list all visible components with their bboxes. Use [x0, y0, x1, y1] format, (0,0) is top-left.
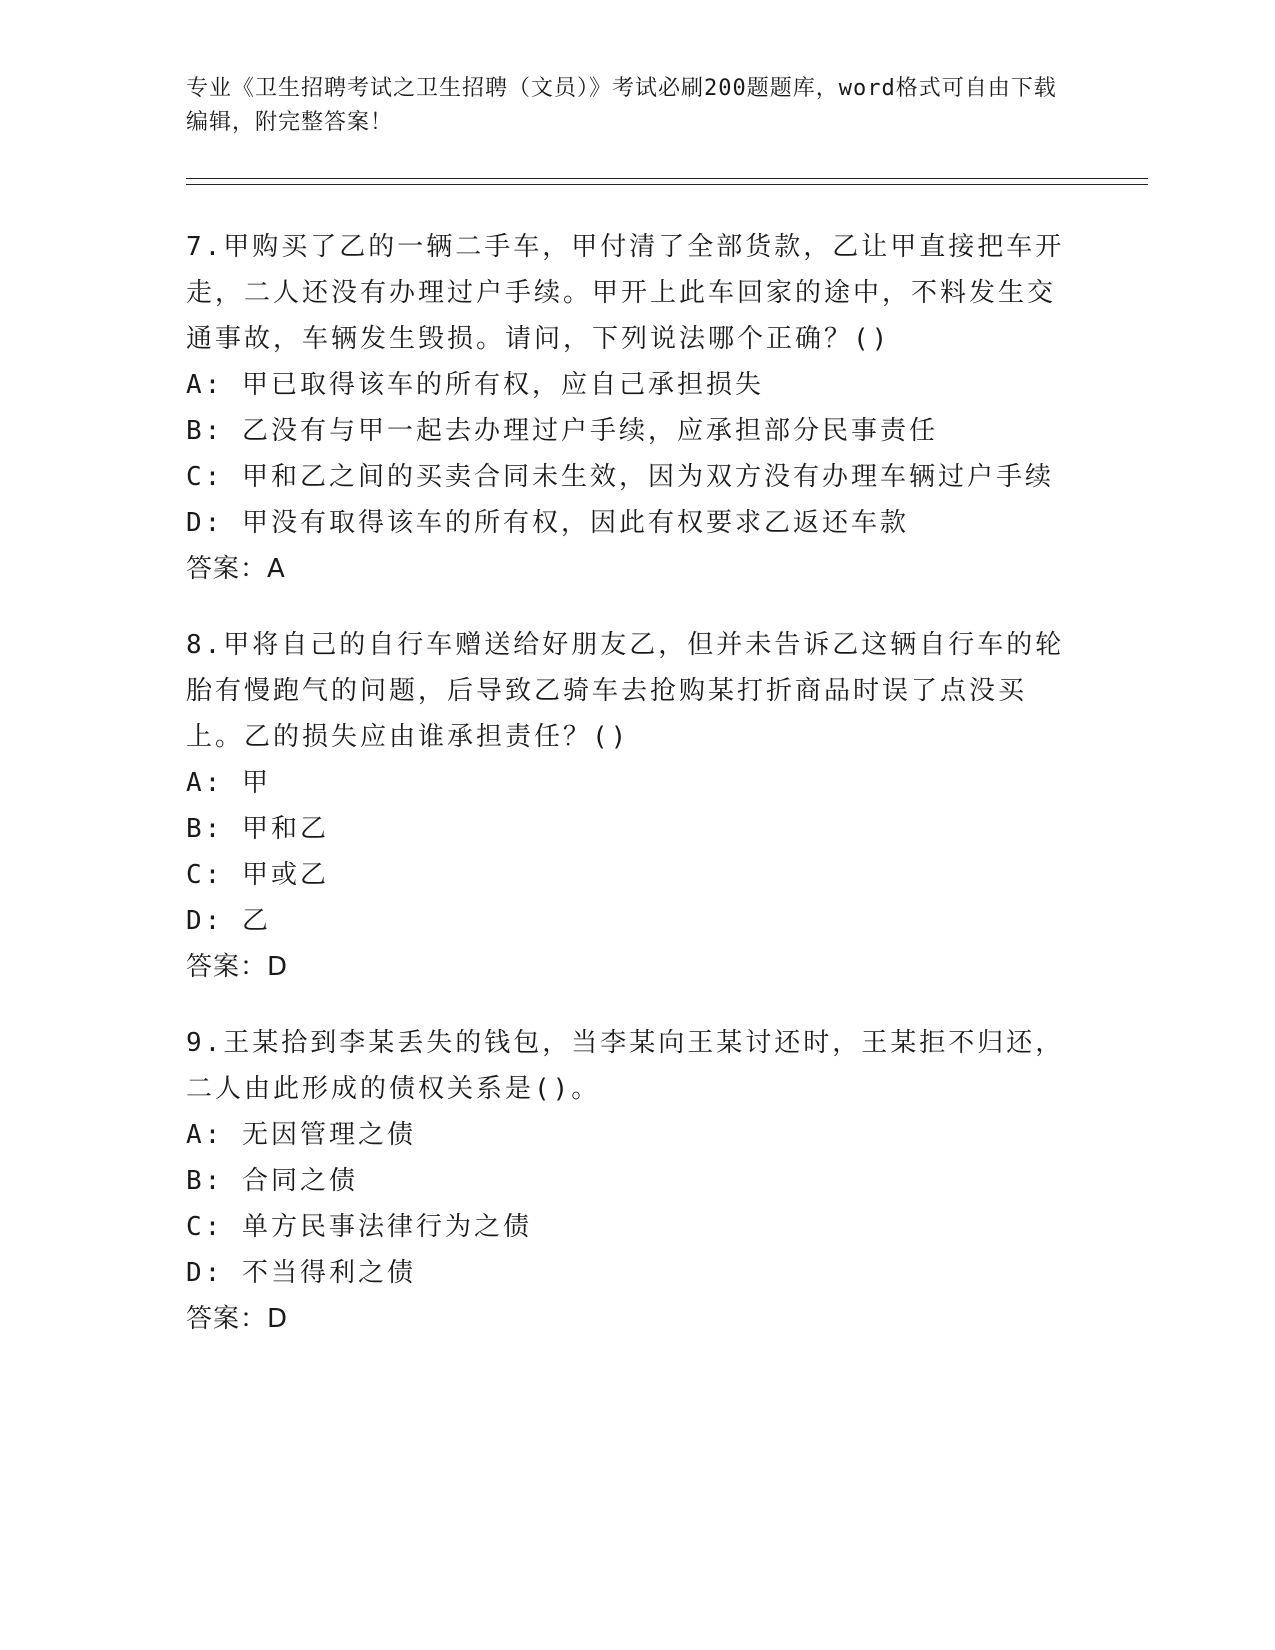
header-divider [186, 178, 1148, 185]
option-d: D: 乙 [186, 906, 271, 936]
answer-label: 答案：A [186, 554, 286, 584]
option-a: A: 无因管理之债 [186, 1120, 416, 1150]
answer-label: 答案：D [186, 1304, 289, 1334]
option-b: B: 乙没有与甲一起去办理过户手续，应承担部分民事责任 [186, 416, 938, 446]
question-7 [186, 224, 1066, 592]
option-c: C: 甲或乙 [186, 860, 329, 890]
question-stem: 8.甲将自己的自行车赠送给好朋友乙，但并未告诉乙这辆自行车的轮胎有慢跑气的问题，后导致乙骑车去抢购某打折商品时误了点没买上。乙的损失应由谁承担责任？() [186, 630, 1065, 752]
question-stem: 7.甲购买了乙的一辆二手车，甲付清了全部货款，乙让甲直接把车开走，二人还没有办理过户手续。甲开上此车回家的途中，不料发生交通事故，车辆发生毁损。请问，下列说法哪个正确？() [186, 232, 1065, 354]
option-b: B: 甲和乙 [186, 814, 329, 844]
option-c: C: 甲和乙之间的买卖合同未生效，因为双方没有办理车辆过户手续 [186, 462, 1054, 492]
question-stem: 9.王某拾到李某丢失的钱包，当李某向王某讨还时，王某拒不归还，二人由此形成的债权关系是()。 [186, 1028, 1065, 1104]
option-a: A: 甲 [186, 768, 271, 798]
document-header: 专业《卫生招聘考试之卫生招聘（文员）》考试必刷200题题库，word格式可自由下载编辑，附完整答案！ [186, 76, 1057, 135]
option-d: D: 不当得利之债 [186, 1258, 416, 1288]
option-d: D: 甲没有取得该车的所有权，因此有权要求乙返还车款 [186, 508, 909, 538]
question-8 [186, 622, 1066, 990]
option-b: B: 合同之债 [186, 1166, 358, 1196]
option-c: C: 单方民事法律行为之债 [186, 1212, 532, 1242]
question-9 [186, 1020, 1066, 1342]
option-a: A: 甲已取得该车的所有权，应自己承担损失 [186, 370, 764, 400]
answer-label: 答案：D [186, 952, 289, 982]
